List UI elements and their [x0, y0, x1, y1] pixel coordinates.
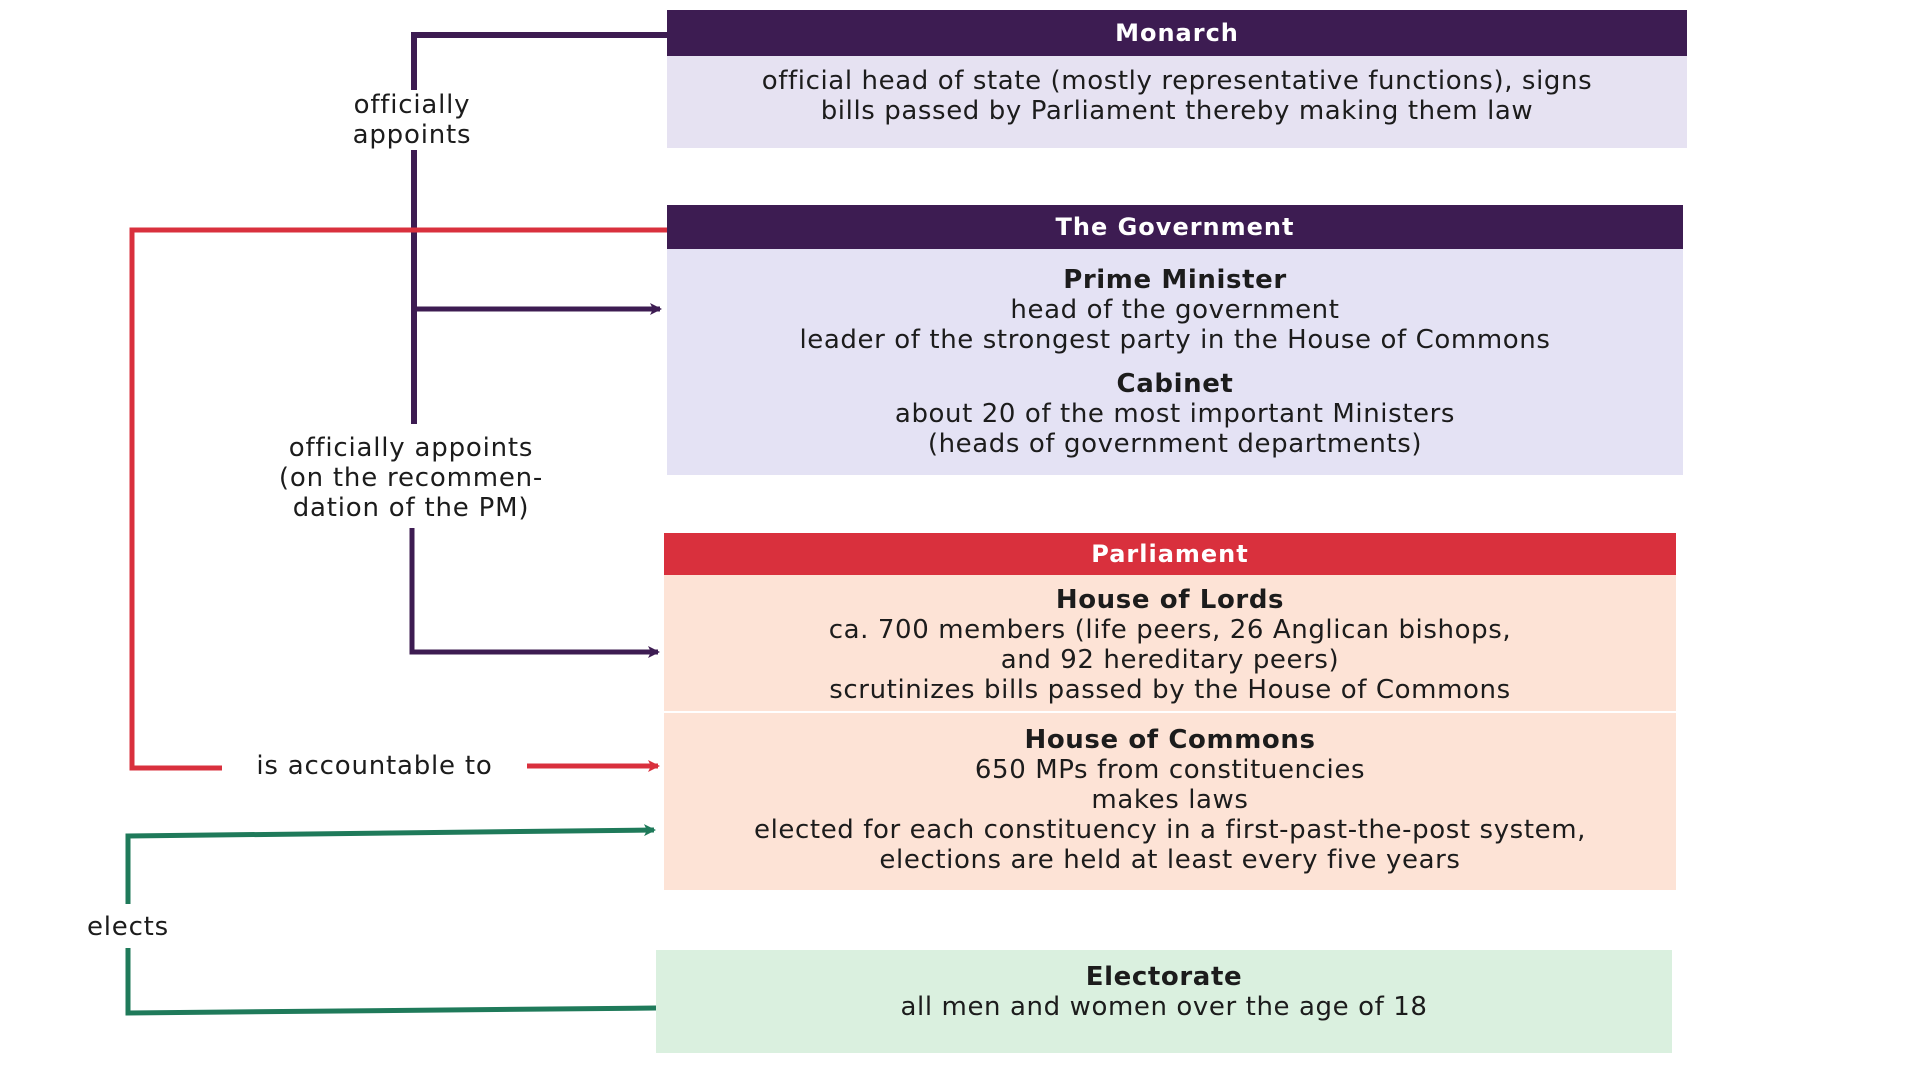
appoints-lords-label-line2: (on the recommen-	[278, 463, 544, 493]
monarch-description	[667, 56, 1687, 126]
cabinet-line1: about 20 of the most important Ministers	[894, 399, 1456, 429]
electorate-body	[656, 950, 1672, 1022]
house-of-lords-section	[664, 575, 1676, 713]
government-body	[667, 249, 1683, 459]
elects-label: elects	[78, 912, 178, 942]
electorate-box	[656, 950, 1672, 1053]
government-header: The Government	[667, 205, 1683, 249]
commons-line3: elected for each constituency in a first-past-the-post system,	[753, 815, 1587, 845]
electorate-line1: all men and women over the age of 18	[900, 992, 1428, 1022]
monarch-box	[667, 10, 1687, 148]
commons-line1: 650 MPs from constituencies	[974, 755, 1366, 785]
commons-line4: elections are held at least every five years	[879, 845, 1461, 875]
appoints-pm-label-line1: officially	[353, 90, 471, 120]
electorate-title: Electorate	[1085, 962, 1243, 992]
pm-line2: leader of the strongest party in the House of Commons	[799, 325, 1551, 355]
cabinet-line2: (heads of government departments)	[927, 429, 1423, 459]
commons-title: House of Commons	[1024, 725, 1316, 755]
appoints-pm-label	[336, 90, 488, 150]
appoints-pm-label-line2: appoints	[352, 120, 472, 150]
elects-upper-connector	[128, 830, 654, 904]
lords-line3: scrutinizes bills passed by the House of Commons	[829, 675, 1511, 705]
parliament-header: Parliament	[664, 533, 1676, 575]
parliament-box	[664, 533, 1676, 890]
monarch-line2: bills passed by Parliament thereby making them law	[820, 96, 1534, 126]
house-of-commons-section	[664, 713, 1676, 875]
monarch-header: Monarch	[667, 10, 1687, 56]
cabinet-title: Cabinet	[1116, 369, 1234, 399]
lords-title: House of Lords	[1055, 585, 1285, 615]
government-box	[667, 205, 1683, 475]
appoints-lords-label-line1: officially appoints	[288, 433, 534, 463]
pm-title: Prime Minister	[1063, 265, 1287, 295]
accountable-label: is accountable to	[222, 751, 527, 781]
commons-line2: makes laws	[1091, 785, 1249, 815]
lords-line1: ca. 700 members (life peers, 26 Anglican bishops,	[828, 615, 1512, 645]
appoints-lords-label-line3: dation of the PM)	[292, 493, 530, 523]
appoints-lords-label	[246, 433, 576, 523]
appoints-lords-connector	[412, 528, 658, 652]
pm-line1: head of the government	[1010, 295, 1340, 325]
elects-lower-connector	[128, 948, 656, 1013]
monarch-line1: official head of state (mostly representative functions), signs	[761, 66, 1593, 96]
lords-line2: and 92 hereditary peers)	[1000, 645, 1340, 675]
